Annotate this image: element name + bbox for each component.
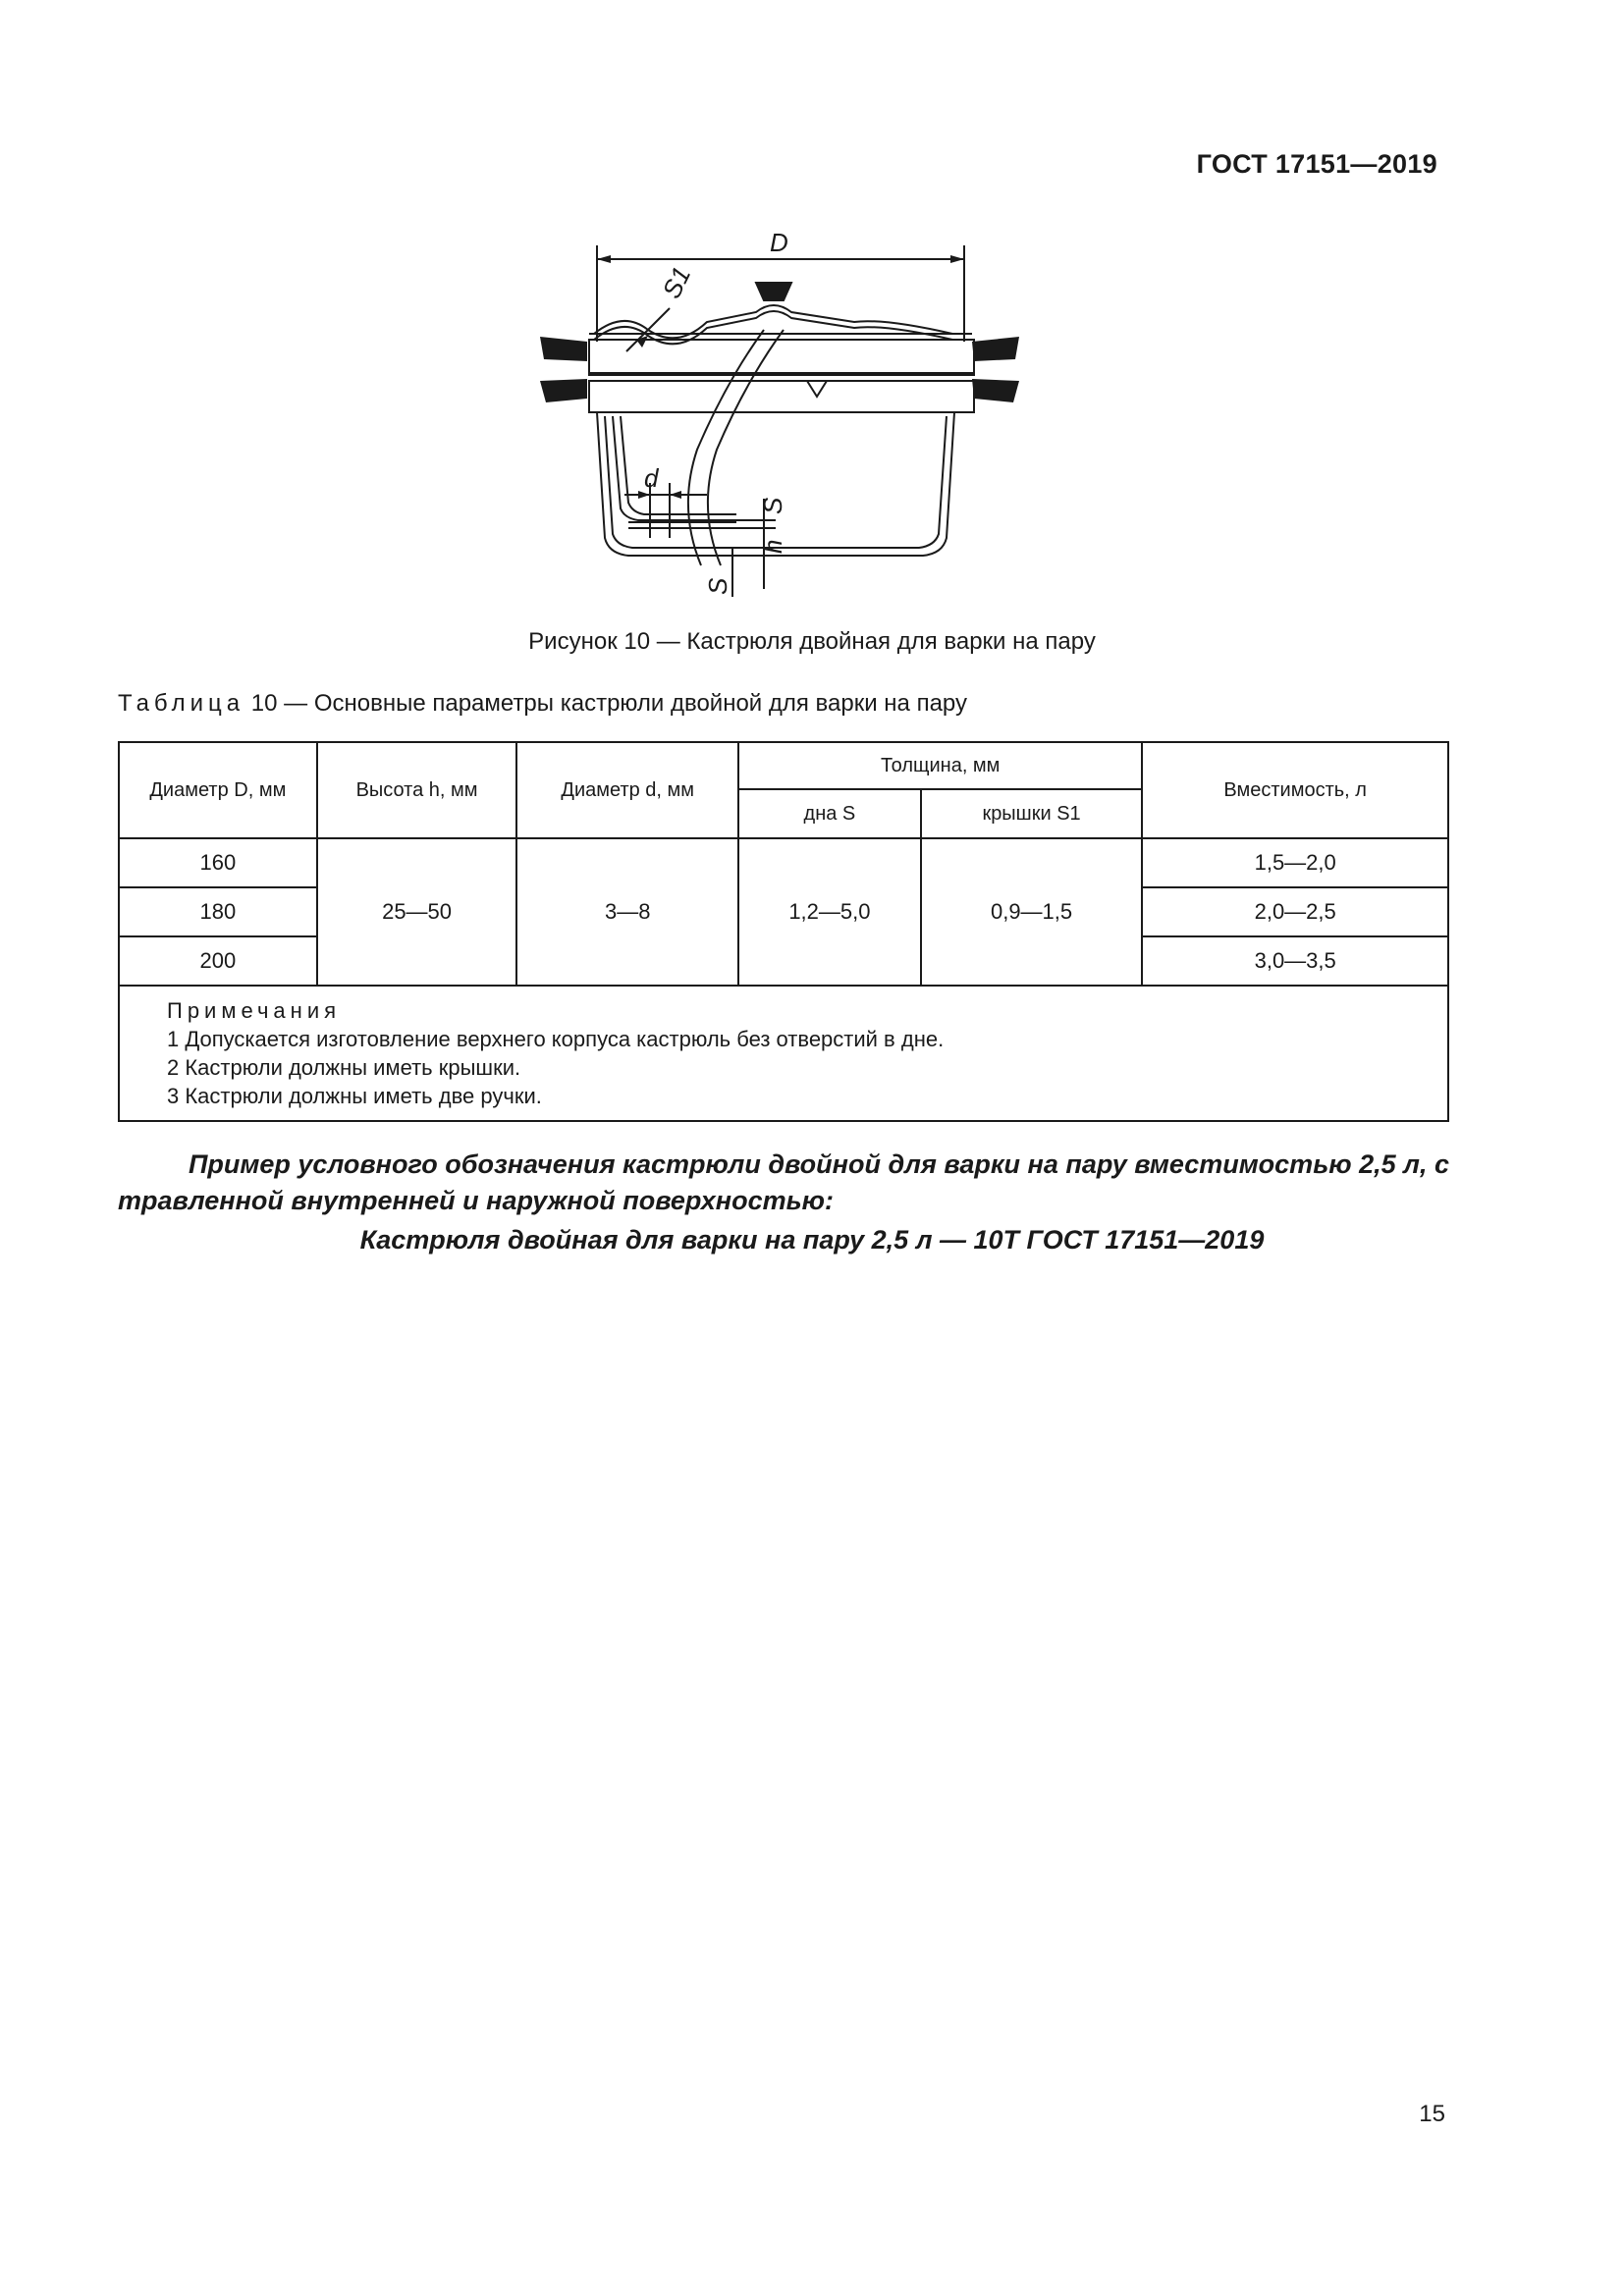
label-S-bottom: S (703, 577, 732, 595)
label-h: h (758, 539, 787, 554)
cell-diameter-d: 3—8 (516, 838, 738, 986)
cell-diameter: 160 (119, 838, 317, 887)
handle-top-right (972, 337, 1019, 361)
header-bottom-S: дна S (738, 789, 921, 838)
designation-example: Кастрюля двойная для варки на пару 2,5 л — 10Т ГОСТ 17151—2019 (359, 1225, 1265, 1255)
notes-title: Примечания (167, 998, 342, 1023)
handle-bottom-left (540, 379, 587, 402)
header-height-h: Высота h, мм (317, 742, 517, 838)
cell-capacity: 2,0—2,5 (1142, 887, 1448, 936)
label-D: D (770, 228, 788, 257)
cell-height: 25—50 (317, 838, 517, 986)
label-S1: S1 (656, 261, 697, 303)
cell-capacity: 1,5—2,0 (1142, 838, 1448, 887)
table-title-word: Таблица (118, 690, 245, 717)
table-notes (119, 986, 1448, 1121)
pot-drawing (530, 224, 1021, 597)
steam-vent (807, 381, 827, 397)
page-number: 15 (1419, 2101, 1445, 2127)
header-diameter-d: Диаметр d, мм (516, 742, 738, 838)
header-lid-S1: крышки S1 (921, 789, 1143, 838)
table-row (119, 838, 1448, 887)
designation-example-text: Пример условного обозначения кастрюли двойной для варки на пару вместимостью 2,5 л, с травленной внутренней и наружной поверхностью: (118, 1149, 1449, 1215)
cell-diameter: 180 (119, 887, 317, 936)
label-S-top: S (758, 497, 787, 514)
header-diameter-D: Диаметр D, мм (119, 742, 317, 838)
note-item: 3 Кастрюли должны иметь две ручки. (167, 1084, 542, 1108)
upper-body (589, 340, 974, 375)
note-item: 1 Допускается изготовление верхнего корпуса кастрюль без отверстий в дне. (167, 1027, 945, 1051)
handle-bottom-right (972, 379, 1019, 402)
cell-diameter: 200 (119, 936, 317, 986)
label-d: d (644, 463, 659, 493)
note-item: 2 Кастрюли должны иметь крышки. (167, 1055, 521, 1080)
header-thickness: Толщина, мм (738, 742, 1142, 789)
cell-capacity: 3,0—3,5 (1142, 936, 1448, 986)
header-capacity: Вместимость, л (1142, 742, 1448, 838)
handle-top-left (540, 337, 587, 361)
cell-lid: 0,9—1,5 (921, 838, 1143, 986)
cell-bottom: 1,2—5,0 (738, 838, 921, 986)
lid-knob (756, 283, 791, 300)
figure-caption: Рисунок 10 — Кастрюля двойная для варки на пару (528, 628, 1096, 655)
standard-header: ГОСТ 17151—2019 (1196, 149, 1437, 179)
parameters-table (118, 741, 1449, 1122)
section-cut (688, 330, 764, 565)
table-title (118, 690, 967, 718)
table-title-rest: 10 — Основные параметры кастрюли двойной для варки на пару (250, 690, 967, 717)
